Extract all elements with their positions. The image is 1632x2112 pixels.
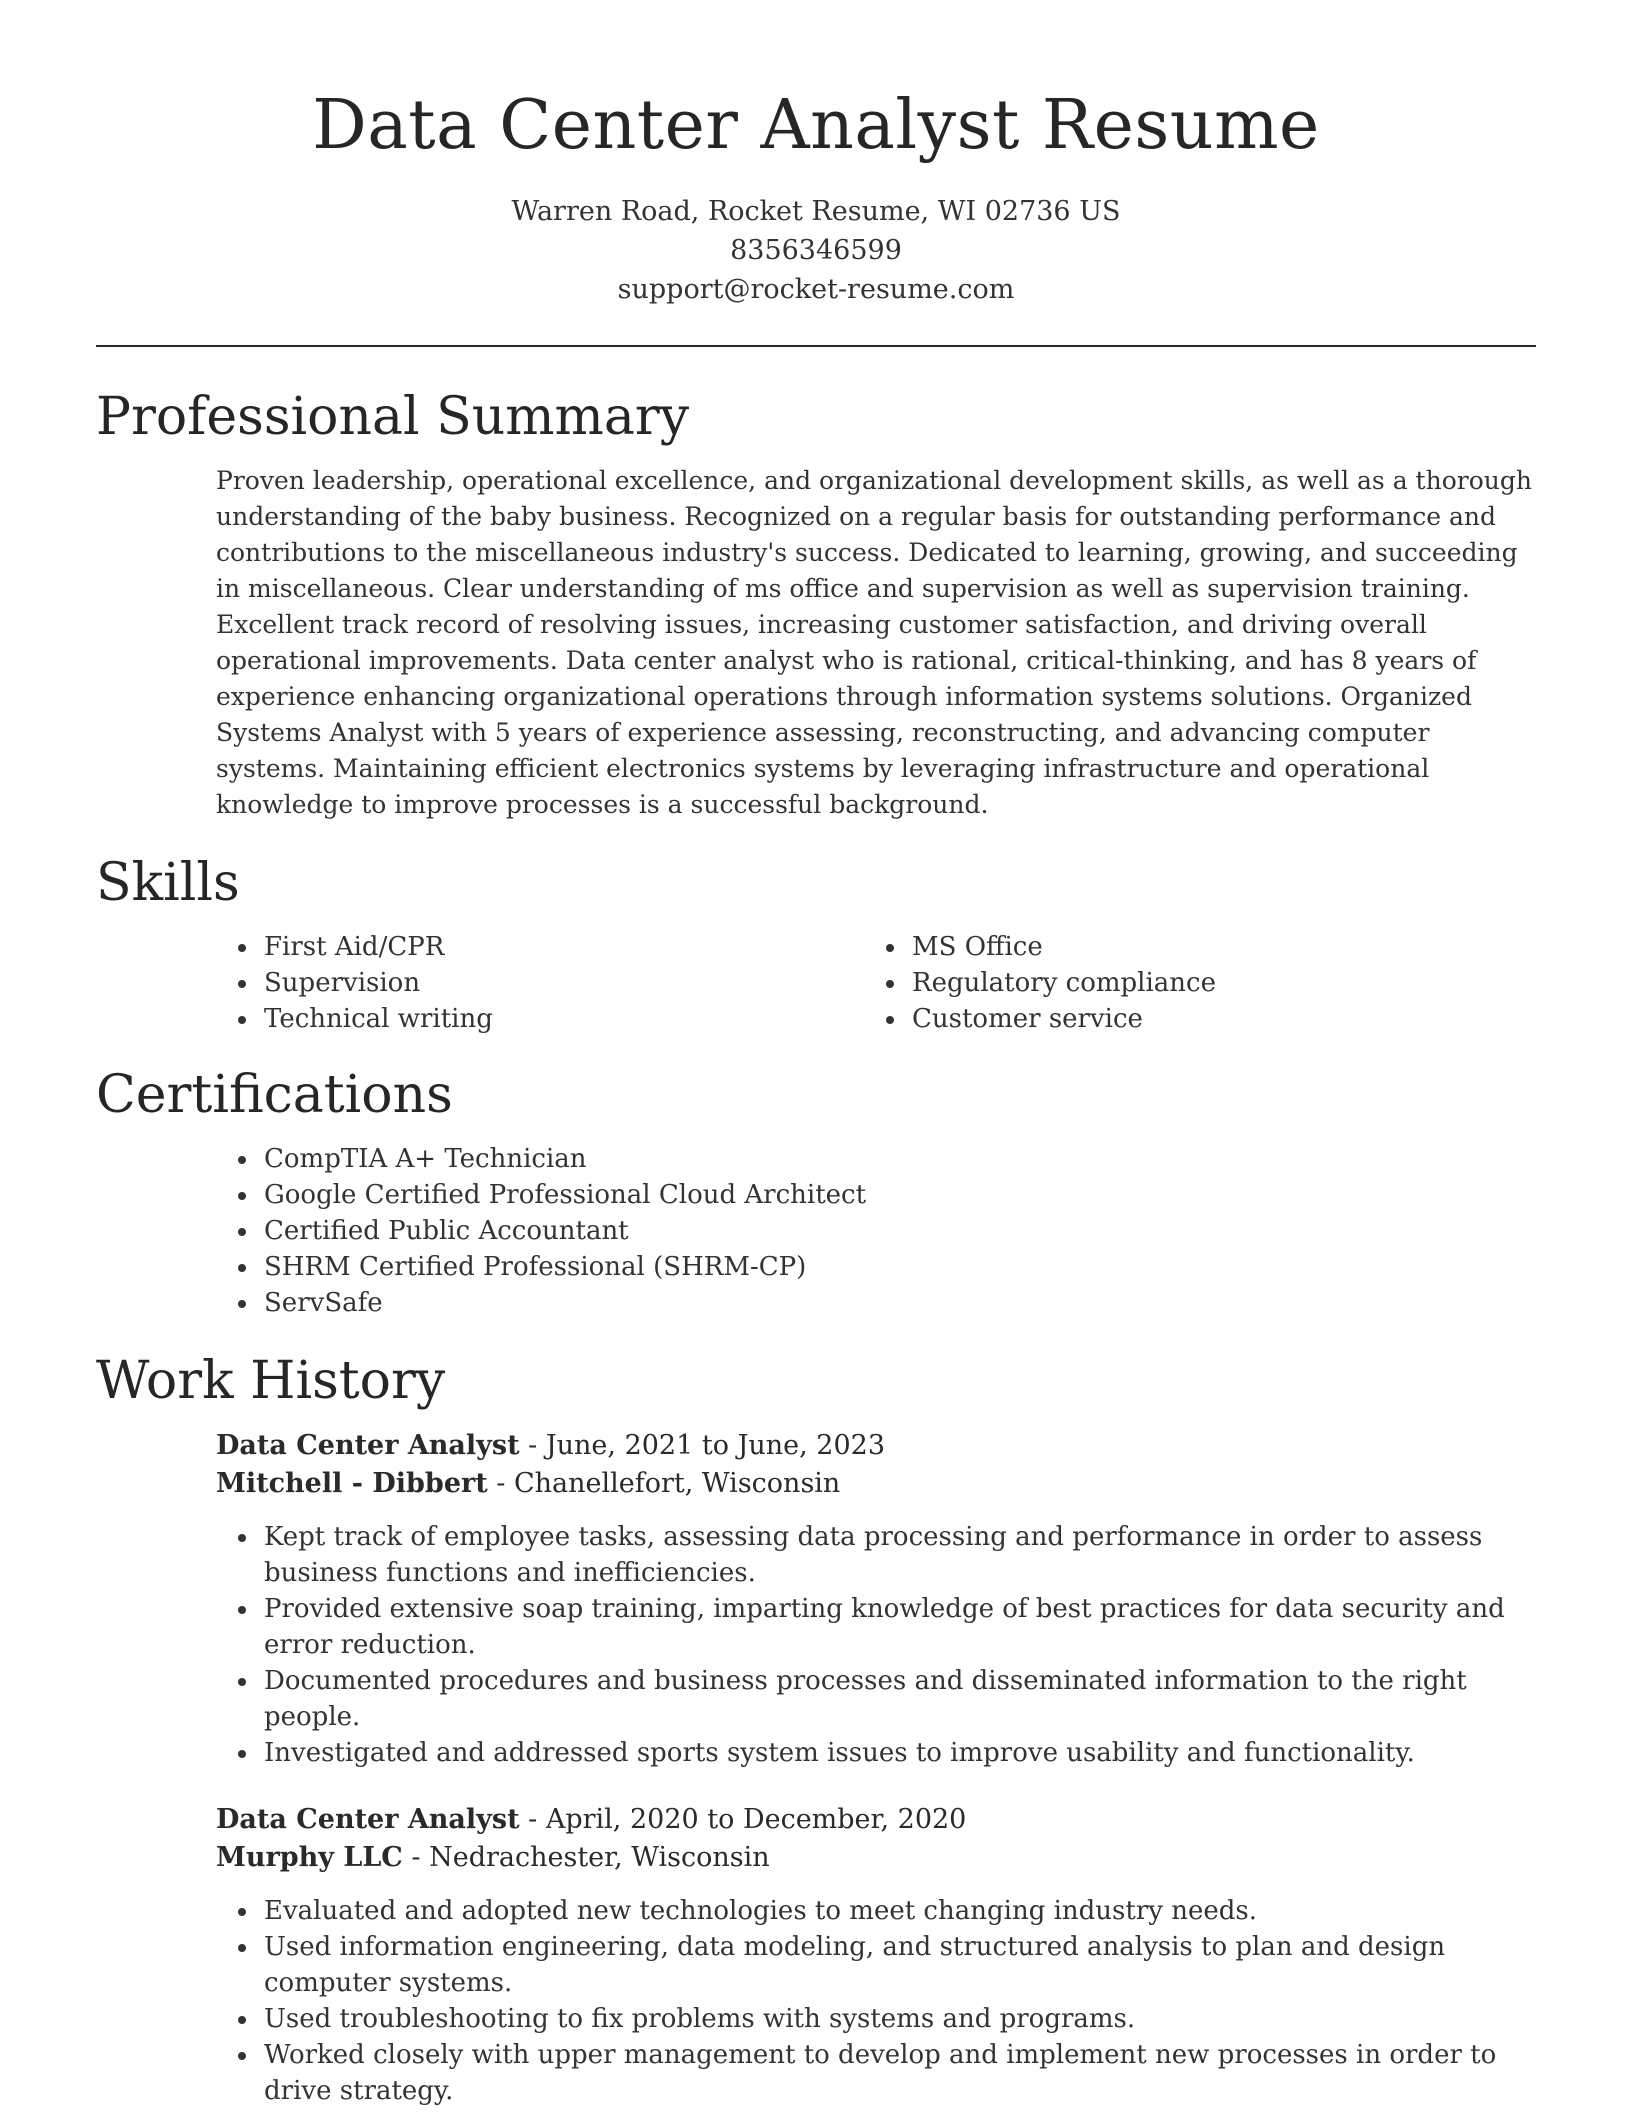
job-location: - Chanellefort, Wisconsin bbox=[487, 1468, 841, 1499]
work-history-heading: Work History bbox=[96, 1351, 446, 1411]
job-role: Data Center Analyst bbox=[216, 1430, 520, 1461]
job-dates: - June, 2021 to June, 2023 bbox=[519, 1430, 886, 1461]
skills-heading: Skills bbox=[96, 853, 240, 913]
certification-item: • Google Certified Professional Cloud Architect bbox=[260, 1177, 1536, 1213]
contact-phone: 8356346599 bbox=[730, 235, 902, 266]
contact-address: Warren Road, Rocket Resume, WI 02736 US bbox=[511, 196, 1121, 227]
job-bullet: • Kept track of employee tasks, assessing data processing and performance in order to assess business functions and inefficiencies. bbox=[260, 1519, 1536, 1591]
skill-item: • Regulatory compliance bbox=[908, 965, 1536, 1001]
work-history-section bbox=[96, 1349, 1536, 2109]
job-bullet: • Used information engineering, data modeling, and structured analysis to plan and design computer systems. bbox=[260, 1929, 1536, 2001]
job-bullet: • Used troubleshooting to fix problems with systems and programs. bbox=[260, 2001, 1536, 2037]
certifications-heading: Certifications bbox=[96, 1065, 453, 1125]
skill-item: • Supervision bbox=[260, 965, 908, 1001]
certifications-section bbox=[96, 1063, 1536, 1321]
contact-block bbox=[96, 192, 1536, 309]
job-company: Murphy LLC bbox=[216, 1842, 403, 1873]
certification-item: • CompTIA A+ Technician bbox=[260, 1141, 1536, 1177]
resume-title: Data Center Analyst Resume bbox=[312, 86, 1320, 165]
certification-item: • ServSafe bbox=[260, 1285, 1536, 1321]
job-entry bbox=[216, 1801, 1536, 2109]
skills-list-right bbox=[908, 929, 1536, 1037]
resume-header bbox=[96, 0, 1536, 309]
job-title-line bbox=[216, 1801, 1536, 1839]
skill-item: • Customer service bbox=[908, 1001, 1536, 1037]
skills-grid bbox=[260, 929, 1536, 1037]
skill-item: • MS Office bbox=[908, 929, 1536, 965]
contact-email: support@rocket-resume.com bbox=[617, 274, 1015, 305]
summary-section bbox=[96, 385, 1536, 823]
job-bullet-list bbox=[260, 1519, 1536, 1771]
certification-item: • SHRM Certified Professional (SHRM-CP) bbox=[260, 1249, 1536, 1285]
job-bullet: • Provided extensive soap training, imparting knowledge of best practices for data security and error reduction. bbox=[260, 1591, 1536, 1663]
job-title-line bbox=[216, 1427, 1536, 1465]
summary-heading: Professional Summary bbox=[96, 387, 690, 447]
job-company: Mitchell - Dibbert bbox=[216, 1468, 488, 1499]
skills-section bbox=[96, 851, 1536, 1037]
job-company-line bbox=[216, 1465, 1536, 1503]
summary-text: Proven leadership, operational excellence, and organizational development skills, as well as a thorough understanding of the baby business. Recognized on a regular basis for outstanding performance and contributions to the miscellaneous industry's success. Dedicated to learning, growing, and succeeding in miscellaneous. Clear understanding of ms office and supervision as well as supervision training. Excellent track record of resolving issues, increasing customer satisfaction, and driving overall operational improvements. Data center analyst who is rational, critical-thinking, and has 8 years of experience enhancing organizational operations through information systems solutions. Organized Systems Analyst with 5 years of experience assessing, reconstructing, and advancing computer systems. Maintaining efficient electronics systems by leveraging infrastructure and operational knowledge to improve processes is a successful background. bbox=[216, 466, 1532, 819]
job-bullet-list bbox=[260, 1893, 1536, 2109]
certification-item: • Certified Public Accountant bbox=[260, 1213, 1536, 1249]
job-role: Data Center Analyst bbox=[216, 1804, 520, 1835]
job-dates: - April, 2020 to December, 2020 bbox=[519, 1804, 967, 1835]
job-entry bbox=[216, 1427, 1536, 1771]
job-bullet: • Investigated and addressed sports system issues to improve usability and functionality. bbox=[260, 1735, 1536, 1771]
job-bullet: • Evaluated and adopted new technologies to meet changing industry needs. bbox=[260, 1893, 1536, 1929]
job-bullet: • Worked closely with upper management to develop and implement new processes in order to drive strategy. bbox=[260, 2037, 1536, 2109]
skills-list-left bbox=[260, 929, 908, 1037]
skill-item: • First Aid/CPR bbox=[260, 929, 908, 965]
certifications-list bbox=[260, 1141, 1536, 1321]
job-company-line bbox=[216, 1839, 1536, 1877]
job-location: - Nedrachester, Wisconsin bbox=[402, 1842, 770, 1873]
header-divider bbox=[96, 345, 1536, 347]
job-bullet: • Documented procedures and business processes and disseminated information to the right people. bbox=[260, 1663, 1536, 1735]
skill-item: • Technical writing bbox=[260, 1001, 908, 1037]
